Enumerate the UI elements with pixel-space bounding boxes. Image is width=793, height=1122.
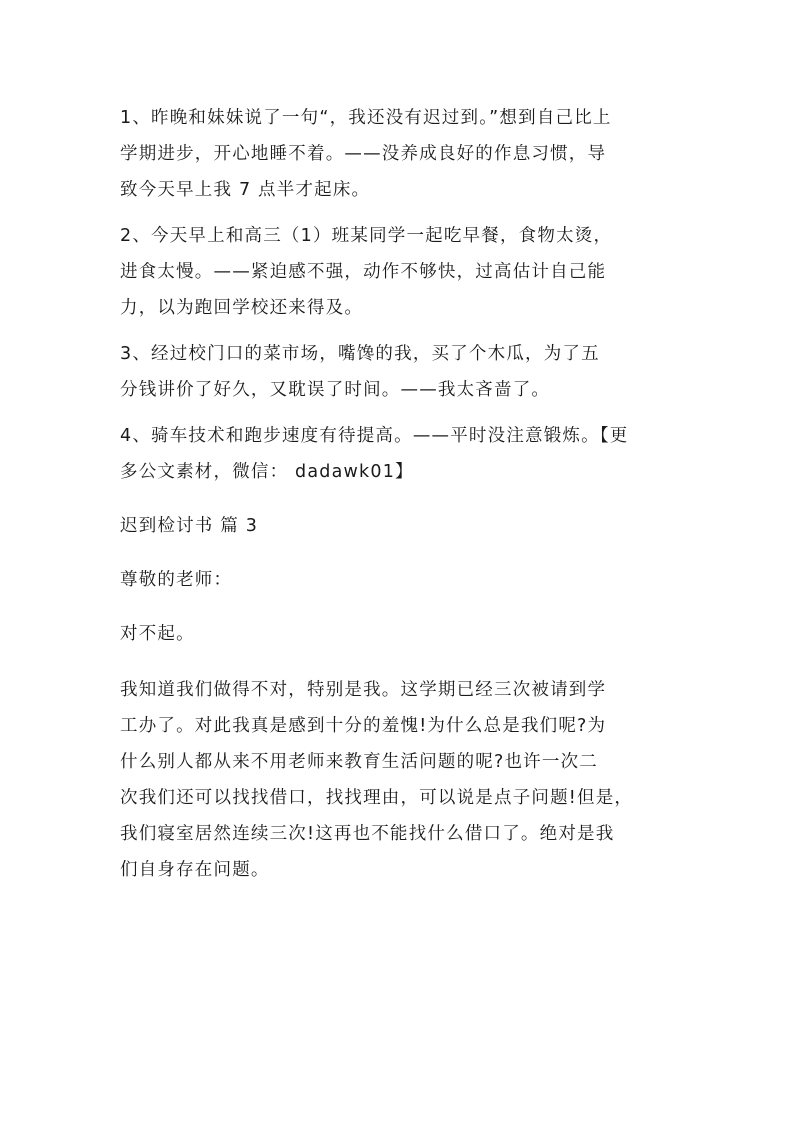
text-line: 致今天早上我 7 点半才起床。 — [120, 180, 371, 200]
paragraph-item-3 — [120, 336, 676, 408]
section-title: 迟到检讨书 篇 3 — [120, 516, 259, 536]
text-line: 我知道我们做得不对，特别是我。这学期已经三次被请到学 — [120, 680, 607, 700]
salutation: 尊敬的老师： — [120, 570, 233, 590]
paragraph-item-4 — [120, 418, 676, 490]
text-line: 多公文素材，微信： dadawk01】 — [120, 462, 414, 482]
paragraph-item-1 — [120, 100, 676, 208]
text-line: 什么别人都从来不用老师来教育生活问题的呢?也许一次二 — [120, 752, 598, 772]
text-line: 们自身存在问题。 — [120, 860, 270, 880]
text-line: 1、昨晚和妹妹说了一句“，我还没有迟过到。”想到自己比上 — [120, 108, 612, 128]
text-line: 工办了。对此我真是感到十分的羞愧!为什么总是我们呢?为 — [120, 716, 607, 736]
paragraph-item-2 — [120, 218, 676, 326]
text-line: 进食太慢。——紧迫感不强，动作不够快，过高估计自己能 — [120, 262, 607, 282]
text-line: 分钱讲价了好久，又耽误了时间。——我太吝啬了。 — [120, 380, 551, 400]
text-line: 2、今天早上和高三（1）班某同学一起吃早餐，食物太烫， — [120, 226, 613, 246]
text-line: 4、骑车技术和跑步速度有待提高。——平时没注意锻炼。【更 — [120, 426, 629, 446]
text-line: 3、经过校门口的菜市场，嘴馋的我，买了个木瓜，为了五 — [120, 344, 600, 364]
body-paragraph — [120, 672, 676, 888]
text-line: 力，以为跑回学校还来得及。 — [120, 298, 364, 318]
text-line: 我们寝室居然连续三次!这再也不能找什么借口了。绝对是我 — [120, 824, 615, 844]
text-line: 次我们还可以找找借口，找找理由，可以说是点子问题!但是， — [120, 788, 634, 808]
text-line: 学期进步，开心地睡不着。——没养成良好的作息习惯，导 — [120, 144, 607, 164]
apology-line: 对不起。 — [120, 624, 195, 644]
document-body — [120, 100, 676, 898]
